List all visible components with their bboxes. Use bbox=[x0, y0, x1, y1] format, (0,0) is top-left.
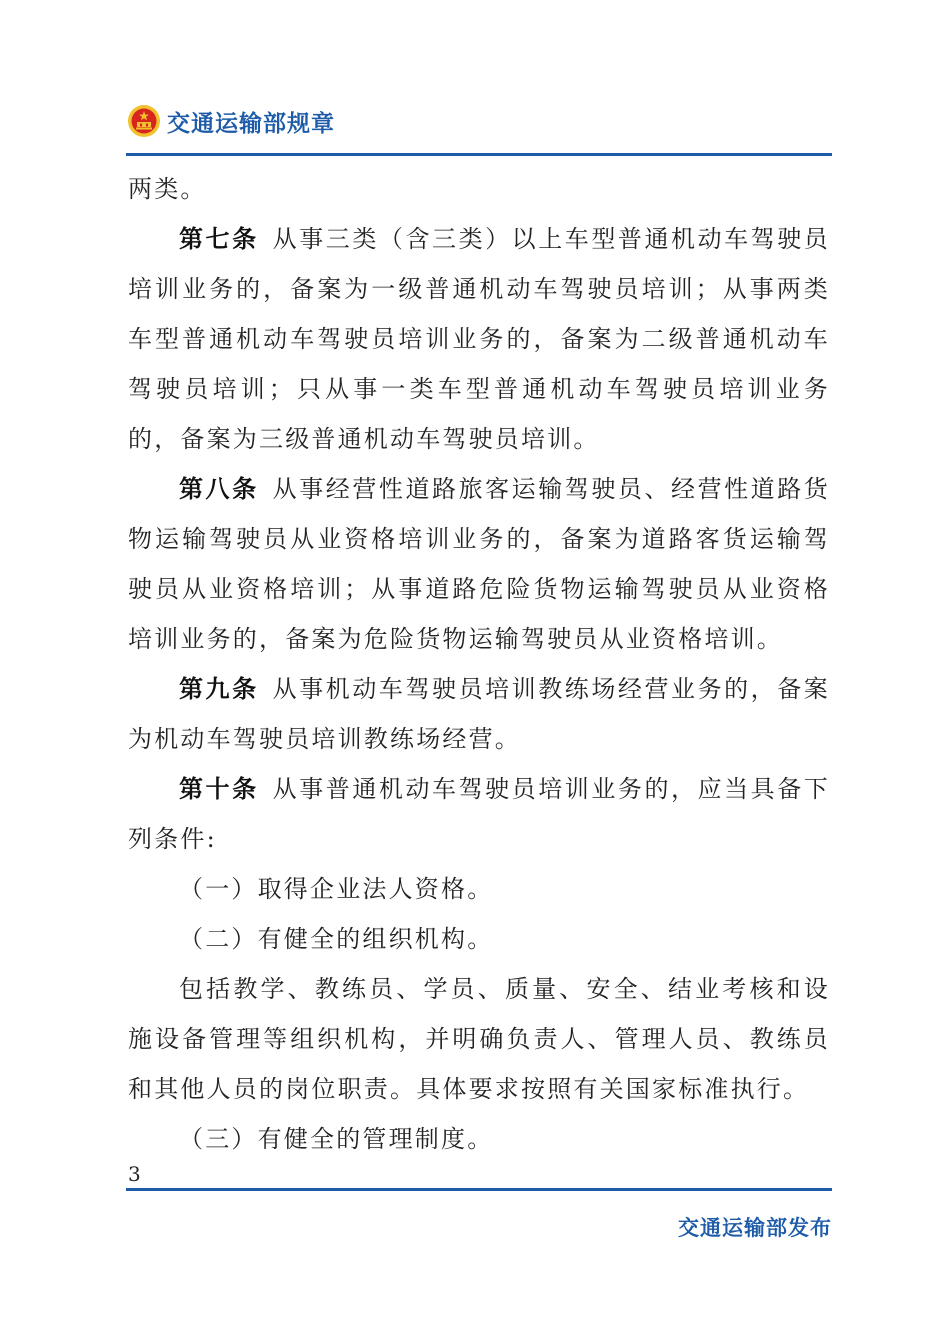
article-number: 第十条 bbox=[179, 775, 259, 803]
page-number: 3 bbox=[128, 1162, 141, 1186]
article-number: 第九条 bbox=[179, 675, 259, 703]
article-number: 第七条 bbox=[179, 225, 259, 253]
article-8 bbox=[128, 464, 830, 664]
article-7 bbox=[128, 214, 830, 464]
national-emblem-icon bbox=[127, 104, 161, 138]
continuation-text: 两类。 bbox=[128, 175, 207, 203]
article-9 bbox=[128, 664, 830, 764]
footer-publisher: 交通运输部发布 bbox=[678, 1216, 832, 1240]
condition-item-3: （三）有健全的管理制度。 bbox=[179, 1125, 494, 1153]
article-text: 从事普通机动车驾驶员培训业务的，应当具备下列条件: bbox=[128, 775, 830, 853]
condition-detail: 包括教学、教练员、学员、质量、安全、结业考核和设施设备管理等组织机构，并明确负责人、管理人员、教练员和其他人员的岗位职责。具体要求按照有关国家标准执行。 bbox=[128, 975, 830, 1103]
article-text: 从事机动车驾驶员培训教练场经营业务的，备案为机动车驾驶员培训教练场经营。 bbox=[128, 675, 830, 753]
article-number: 第八条 bbox=[179, 475, 259, 503]
condition-item-1: （一）取得企业法人资格。 bbox=[179, 875, 494, 903]
document-body bbox=[128, 164, 830, 1164]
page-header bbox=[127, 98, 335, 144]
article-text: 从事三类（含三类）以上车型普通机动车驾驶员培训业务的，备案为一级普通机动车驾驶员培训；从事两类车型普通机动车驾驶员培训业务的，备案为二级普通机动车驾驶员培训；只从事一类车型普通机动车驾驶员培训业务的，备案为三级普通机动车驾驶员培训。 bbox=[128, 225, 830, 453]
header-title: 交通运输部规章 bbox=[167, 110, 335, 137]
article-text: 从事经营性道路旅客运输驾驶员、经营性道路货物运输驾驶员从业资格培训业务的，备案为道路客货运输驾驶员从业资格培训；从事道路危险货物运输驾驶员从业资格培训业务的，备案为危险货物运输驾驶员从业资格培训。 bbox=[128, 475, 830, 653]
article-10 bbox=[128, 764, 830, 864]
condition-item-2: （二）有健全的组织机构。 bbox=[179, 925, 494, 953]
header-divider bbox=[126, 153, 832, 156]
footer-divider bbox=[126, 1188, 832, 1191]
